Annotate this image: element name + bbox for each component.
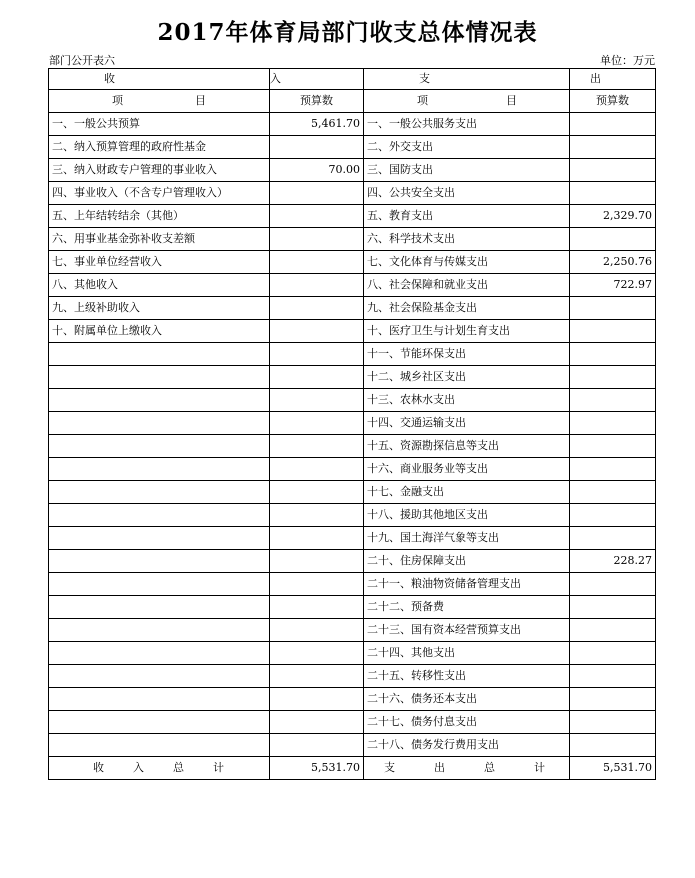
expense-amount-cell	[570, 458, 656, 481]
expense-item-cell: 十五、资源勘探信息等支出	[364, 435, 570, 458]
income-item-cell: 十、附属单位上缴收入	[49, 320, 270, 343]
table-row	[49, 136, 656, 159]
table-row	[49, 159, 656, 182]
table-row	[49, 550, 656, 573]
expense-amount-cell	[570, 619, 656, 642]
income-amount-cell	[270, 136, 364, 159]
expense-item-cell: 二十七、债务付息支出	[364, 711, 570, 734]
income-amount-cell	[270, 343, 364, 366]
income-budget-header: 预算数	[270, 90, 364, 113]
expense-total-label-char: 出	[434, 761, 445, 774]
income-amount-cell	[270, 642, 364, 665]
header-row-columns	[49, 90, 656, 113]
income-item-cell	[49, 550, 270, 573]
expense-amount-cell	[570, 412, 656, 435]
expense-amount-cell	[570, 435, 656, 458]
expense-item-cell: 十二、城乡社区支出	[364, 366, 570, 389]
income-amount-cell	[270, 734, 364, 757]
income-item-cell	[49, 481, 270, 504]
expense-item-cell: 三、国防支出	[364, 159, 570, 182]
expense-amount-cell	[570, 228, 656, 251]
income-amount-cell	[270, 481, 364, 504]
income-total-label-char: 总	[173, 761, 184, 774]
expense-amount-cell	[570, 596, 656, 619]
income-total-label-char: 入	[133, 761, 144, 774]
income-item-cell	[49, 711, 270, 734]
income-item-cell: 一、一般公共预算	[49, 113, 270, 136]
income-item-cell: 八、其他收入	[49, 274, 270, 297]
income-amount-cell	[270, 251, 364, 274]
expense-amount-cell: 2,329.70	[570, 205, 656, 228]
expense-amount-cell	[570, 688, 656, 711]
income-item-cell	[49, 458, 270, 481]
income-amount-cell	[270, 504, 364, 527]
table-row	[49, 504, 656, 527]
expense-amount-cell	[570, 159, 656, 182]
table-row	[49, 527, 656, 550]
expense-total-amount: 5,531.70	[570, 757, 656, 780]
expense-item-cell: 二十三、国有资本经营预算支出	[364, 619, 570, 642]
income-amount-cell	[270, 412, 364, 435]
table-row	[49, 619, 656, 642]
income-amount-cell	[270, 297, 364, 320]
income-amount-cell	[270, 619, 364, 642]
income-item-cell: 三、纳入财政专户管理的事业收入	[49, 159, 270, 182]
income-amount-cell	[270, 665, 364, 688]
income-amount-cell	[270, 527, 364, 550]
income-item-cell	[49, 366, 270, 389]
income-item-cell	[49, 619, 270, 642]
income-total-label-char: 收	[93, 761, 104, 774]
expense-item-cell: 二十一、粮油物资储备管理支出	[364, 573, 570, 596]
table-row	[49, 458, 656, 481]
expense-amount-cell	[570, 343, 656, 366]
income-total-label-char: 计	[213, 761, 224, 774]
income-item-cell	[49, 389, 270, 412]
income-amount-cell: 5,461.70	[270, 113, 364, 136]
table-row	[49, 320, 656, 343]
expense-item-cell: 二十八、债务发行费用支出	[364, 734, 570, 757]
expense-item-cell: 二十四、其他支出	[364, 642, 570, 665]
expense-item-cell: 八、社会保障和就业支出	[364, 274, 570, 297]
expense-item-cell: 六、科学技术支出	[364, 228, 570, 251]
table-row	[49, 366, 656, 389]
income-item-cell	[49, 343, 270, 366]
income-item-cell	[49, 435, 270, 458]
table-row	[49, 297, 656, 320]
expense-total-label-char: 支	[384, 761, 395, 774]
table-row	[49, 343, 656, 366]
expense-item-cell: 十八、援助其他地区支出	[364, 504, 570, 527]
table-row	[49, 688, 656, 711]
table-row	[49, 205, 656, 228]
expense-total-label-char: 计	[534, 761, 545, 774]
expense-item-cell: 十四、交通运输支出	[364, 412, 570, 435]
table-row	[49, 734, 656, 757]
income-item-cell	[49, 573, 270, 596]
expense-amount-cell	[570, 297, 656, 320]
expense-amount-cell	[570, 527, 656, 550]
income-amount-cell	[270, 205, 364, 228]
expense-amount-cell	[570, 320, 656, 343]
income-item-cell	[49, 734, 270, 757]
expense-item-cell: 五、教育支出	[364, 205, 570, 228]
income-amount-cell	[270, 550, 364, 573]
income-item-cell	[49, 504, 270, 527]
income-item-cell	[49, 642, 270, 665]
income-amount-cell	[270, 389, 364, 412]
income-item-cell	[49, 665, 270, 688]
expense-amount-cell	[570, 389, 656, 412]
income-amount-cell	[270, 228, 364, 251]
income-item-cell	[49, 596, 270, 619]
expense-item-cell: 二十六、债务还本支出	[364, 688, 570, 711]
table-row	[49, 642, 656, 665]
table-row	[49, 573, 656, 596]
income-amount-cell	[270, 366, 364, 389]
income-item-cell	[49, 688, 270, 711]
table-row	[49, 435, 656, 458]
expense-item-cell: 十一、节能环保支出	[364, 343, 570, 366]
income-amount-cell	[270, 320, 364, 343]
income-item-header: 项 目	[49, 90, 270, 113]
expense-item-cell: 十三、农林水支出	[364, 389, 570, 412]
expense-amount-cell	[570, 113, 656, 136]
table-row	[49, 251, 656, 274]
income-header-left: 收	[49, 69, 270, 90]
income-item-cell: 七、事业单位经营收入	[49, 251, 270, 274]
expense-item-cell: 十九、国土海洋气象等支出	[364, 527, 570, 550]
income-amount-cell	[270, 182, 364, 205]
expense-amount-cell	[570, 136, 656, 159]
income-item-cell: 五、上年结转结余（其他）	[49, 205, 270, 228]
expense-item-cell: 二十二、预备费	[364, 596, 570, 619]
expense-item-cell: 四、公共安全支出	[364, 182, 570, 205]
expense-item-cell: 二十五、转移性支出	[364, 665, 570, 688]
expense-item-cell: 十、医疗卫生与计划生育支出	[364, 320, 570, 343]
income-total-amount: 5,531.70	[270, 757, 364, 780]
header-row-section	[49, 69, 656, 90]
expense-item-cell: 七、文化体育与传媒支出	[364, 251, 570, 274]
table-row	[49, 389, 656, 412]
expense-item-cell: 十七、金融支出	[364, 481, 570, 504]
expense-total-label	[364, 757, 570, 780]
expense-header-right: 出	[570, 69, 656, 90]
income-amount-cell	[270, 458, 364, 481]
table-row	[49, 481, 656, 504]
expense-amount-cell	[570, 734, 656, 757]
page-title: 2017年体育局部门收支总体情况表	[157, 19, 538, 46]
expense-amount-cell	[570, 182, 656, 205]
income-item-cell	[49, 412, 270, 435]
expense-item-cell: 一、一般公共服务支出	[364, 113, 570, 136]
expense-amount-cell: 722.97	[570, 274, 656, 297]
table-row	[49, 711, 656, 734]
unit-label: 单位：万元	[600, 54, 655, 67]
table-row	[49, 228, 656, 251]
income-header-right: 入	[270, 69, 364, 90]
income-amount-cell	[270, 688, 364, 711]
expense-amount-cell	[570, 711, 656, 734]
income-amount-cell	[270, 435, 364, 458]
form-number: 部门公开表六	[49, 54, 115, 67]
income-item-cell: 六、用事业基金弥补收支差额	[49, 228, 270, 251]
income-amount-cell	[270, 274, 364, 297]
expense-amount-cell	[570, 481, 656, 504]
income-item-cell: 二、纳入预算管理的政府性基金	[49, 136, 270, 159]
income-item-cell	[49, 527, 270, 550]
table-row	[49, 412, 656, 435]
income-item-cell: 九、上级补助收入	[49, 297, 270, 320]
expense-amount-cell	[570, 573, 656, 596]
expense-total-label-char: 总	[484, 761, 495, 774]
table-row	[49, 596, 656, 619]
expense-amount-cell	[570, 665, 656, 688]
income-amount-cell: 70.00	[270, 159, 364, 182]
expense-item-header: 项 目	[364, 90, 570, 113]
expense-item-cell: 九、社会保险基金支出	[364, 297, 570, 320]
expense-amount-cell	[570, 366, 656, 389]
expense-amount-cell: 228.27	[570, 550, 656, 573]
expense-amount-cell: 2,250.76	[570, 251, 656, 274]
income-amount-cell	[270, 711, 364, 734]
totals-row	[49, 757, 656, 780]
table-row	[49, 665, 656, 688]
table-row	[49, 113, 656, 136]
table-row	[49, 274, 656, 297]
expense-header-left: 支	[364, 69, 570, 90]
expense-item-cell: 十六、商业服务业等支出	[364, 458, 570, 481]
income-amount-cell	[270, 573, 364, 596]
income-total-label	[49, 757, 270, 780]
expense-amount-cell	[570, 642, 656, 665]
expense-item-cell: 二、外交支出	[364, 136, 570, 159]
expense-item-cell: 二十、住房保障支出	[364, 550, 570, 573]
table-row	[49, 182, 656, 205]
budget-table	[48, 68, 656, 780]
income-item-cell: 四、事业收入（不含专户管理收入）	[49, 182, 270, 205]
expense-amount-cell	[570, 504, 656, 527]
expense-budget-header: 预算数	[570, 90, 656, 113]
income-amount-cell	[270, 596, 364, 619]
